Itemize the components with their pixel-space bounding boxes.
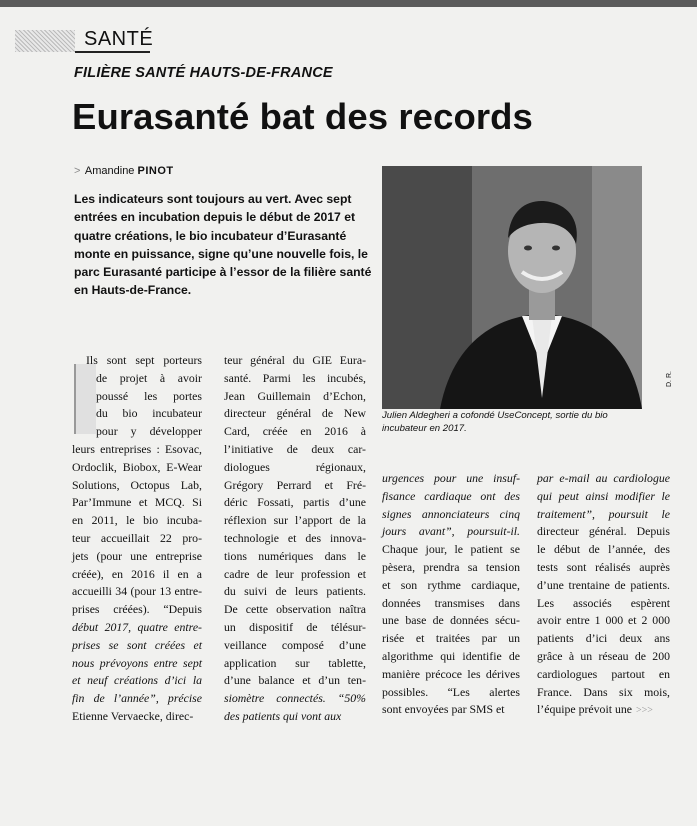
article-column-2 xyxy=(224,352,366,726)
article-line: Les associés espèrent xyxy=(537,595,670,610)
article-line: prises créées). “Depuis xyxy=(72,602,202,617)
article-line: manière précoce les dérives xyxy=(382,666,520,681)
article-line: siomètre connectés. “50% xyxy=(224,691,366,706)
article-line: directeur général. Depuis xyxy=(537,524,670,539)
continue-arrows-icon: >>> xyxy=(636,705,653,717)
article-line: du suivi de leurs patients. xyxy=(224,584,366,599)
article-line: Chaque jour, le patient se xyxy=(382,542,520,557)
author-first-name: Amandine xyxy=(84,165,135,177)
article-line: Par’Immune et MCQ. Si xyxy=(72,495,202,510)
article-line: sont envoyées par SMS et xyxy=(382,702,505,717)
section-rubric: SANTÉ xyxy=(84,28,154,50)
article-column-4 xyxy=(537,470,670,720)
article-line: Solutions, Octopus Lab, xyxy=(72,477,202,492)
article-line: d’une balance et d’un ten- xyxy=(224,673,366,688)
article-line: accueilli 34 (pour 13 entre- xyxy=(72,584,202,599)
rubric-pattern xyxy=(15,30,75,52)
article-line: santé. Parmi les incubés, xyxy=(224,370,366,385)
top-border xyxy=(0,0,697,7)
article-line: Grégory Perrard et Fré- xyxy=(224,477,366,492)
article-line: Ils sont sept porteurs xyxy=(86,353,202,367)
article-line: début 2017, quatre entre- xyxy=(72,619,202,634)
newspaper-page xyxy=(0,7,697,826)
article-line: des patients qui vont aux xyxy=(224,708,342,723)
photo-credit: D. R. xyxy=(666,371,673,387)
article-line: diologues régionaux, xyxy=(224,459,366,474)
article-line: veillance composé d’une xyxy=(224,637,366,652)
article-line: de projet à avoir xyxy=(96,370,202,385)
byline xyxy=(74,165,174,177)
article-line: algorithme qui identifie de xyxy=(382,648,520,663)
article-line: possibles. “Les alertes xyxy=(382,684,520,699)
article-line: tions numériques dans le xyxy=(224,548,366,563)
article-line: directeur général de New xyxy=(224,406,366,421)
article-line: et son rythme cardiaque, xyxy=(382,577,520,592)
article-column-3 xyxy=(382,470,520,719)
article-line: nous prévoyons entre sept xyxy=(72,655,202,670)
article-column-1 xyxy=(72,352,202,726)
article-line: France. Dans six mois, xyxy=(537,684,670,699)
article-line: poussé les portes xyxy=(96,388,202,403)
headline: Eurasanté bat des records xyxy=(72,96,533,137)
article-line: Etienne Vervaecke, direc- xyxy=(72,708,194,723)
article-line: le début de l’année, des xyxy=(537,542,670,557)
article-line: leurs entreprises : Esovac, xyxy=(72,441,202,456)
article-line: cardiologues partout en xyxy=(537,666,670,681)
portrait-illustration xyxy=(382,166,642,409)
article-line: De cette observation naîtra xyxy=(224,602,366,617)
article-line: jets (pour une entreprise xyxy=(72,548,202,563)
article-line: urgences pour une insuf- xyxy=(382,471,520,485)
article-line: une base de données sécu- xyxy=(382,613,520,628)
photo-caption: Julien Aldegheri a cofondé UseConcept, sortie du bio incubateur en 2017. xyxy=(382,410,608,434)
article-line: du bio incubateur xyxy=(96,406,202,421)
portrait-photo xyxy=(382,166,642,409)
article-line: teur général du GIE Eura- xyxy=(224,353,366,367)
article-line: risée et traitées par un xyxy=(382,631,520,646)
article-line: teur accueillait 22 pro- xyxy=(72,530,202,545)
article-line: réflexion sur l’apport de la xyxy=(224,513,366,528)
article-line: patients d’ici deux ans xyxy=(537,631,670,646)
kicker: FILIÈRE SANTÉ HAUTS-DE-FRANCE xyxy=(74,65,333,81)
article-line: un dispositif de télésur- xyxy=(224,619,366,634)
article-line: technologie et des innova- xyxy=(224,530,366,545)
author-last-name: PINOT xyxy=(137,165,174,177)
article-line: cadre de leur profession et xyxy=(224,566,366,581)
article-line: l’initiative de deux car- xyxy=(224,441,366,456)
article-line: application sur tablette, xyxy=(224,655,366,670)
article-line: en 2011, le bio incuba- xyxy=(72,513,202,528)
article-line: créée), en 2016 il en a xyxy=(72,566,202,581)
article-line: traitement”, poursuit le xyxy=(537,506,670,521)
article-line: jours avant”, poursuit-il. xyxy=(382,524,520,539)
article-line: données transmises dans xyxy=(382,595,520,610)
article-line: et neuf créations d’ici la xyxy=(72,673,202,688)
article-line: Ordoclik, Biobox, E-Wear xyxy=(72,459,202,474)
article-line: pèsera, prendra sa tension xyxy=(382,559,520,574)
article-line: qui peut ainsi modifier le xyxy=(537,488,670,503)
lead-paragraph: Les indicateurs sont toujours au vert. Avec sept entrées en incubation depuis le début de 2017 et quatre créations, le bio incubateur d’Eurasanté monte en puissance, signe qu’une nouvelle fois, le parc Eurasanté participe à l’essor de la filière santé en Hauts-de-France. xyxy=(74,192,372,298)
article-line: Jean Guillemain d’Echon, xyxy=(224,388,366,403)
article-line: l’équipe prévoit une >>> xyxy=(537,702,653,717)
article-line: Card, créée en 2016 à xyxy=(224,424,366,439)
article-line: pour y développer xyxy=(96,424,202,439)
article-line: déric Fossati, partis d’une xyxy=(224,495,366,510)
article-line: signes annonciateurs cinq xyxy=(382,506,520,521)
article-line: fin de l’année”, précise xyxy=(72,691,202,706)
article-line: par e-mail au cardiologue xyxy=(537,471,670,485)
article-line: tests sont réalisés auprès xyxy=(537,559,670,574)
rubric-underline xyxy=(75,51,150,53)
byline-arrow-icon: > xyxy=(74,165,81,177)
article-line: avoir entre 1 000 et 2 000 xyxy=(537,613,670,628)
article-line: fisance cardiaque ont des xyxy=(382,488,520,503)
article-line: grâce à un réseau de 200 xyxy=(537,648,670,663)
article-line: prises se sont créées et xyxy=(72,637,202,652)
article-line: d’une trentaine de patients. xyxy=(537,577,670,592)
